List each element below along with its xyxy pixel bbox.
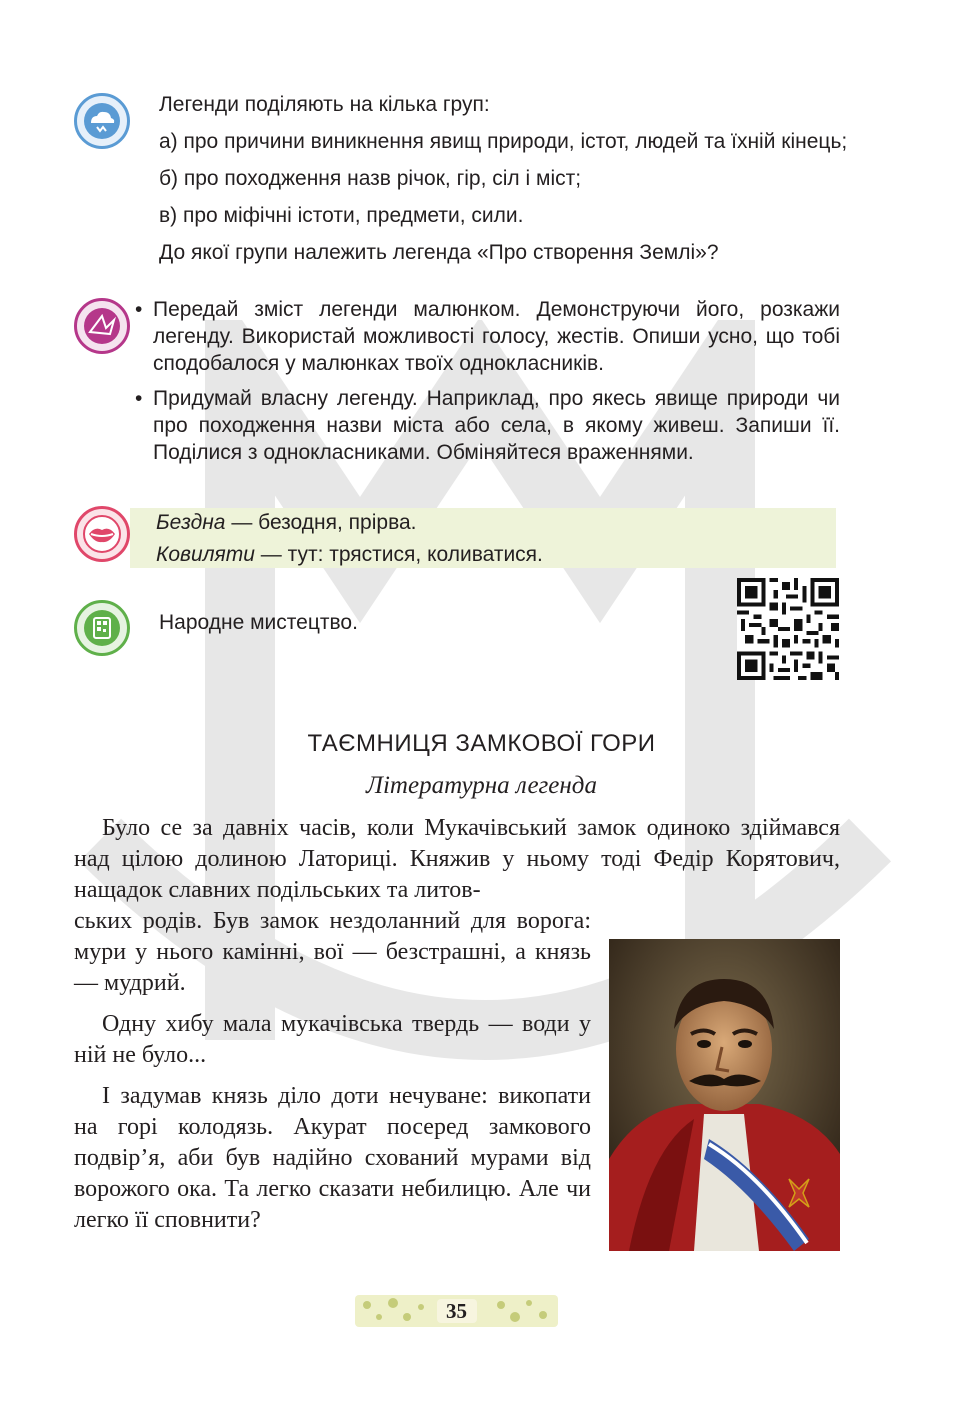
group-b: б) про походження назв річок, гір, сіл і міст; [159,167,582,190]
group-c: в) про міфічні істоти, предмети, сили. [159,204,524,227]
prince-portrait [609,939,840,1251]
glossary-entry [130,508,836,540]
cloud-head-icon [74,93,130,149]
media-label: Народне мистецтво. [159,611,358,634]
story-paragraph-cont: ських родів. Був замок нездоланний для ворога: мури у нього камінні, вої — безстрашні, а князь — мудрий. [74,908,591,996]
qr-phone-icon [74,600,130,656]
story-paragraph: Одну хибу мала мукачівська твердь — води у ній не було... [74,1011,591,1068]
lips-icon [74,506,130,562]
tasks-list [135,296,840,474]
glossary-definition: тут: трястися, коливатися. [287,543,543,566]
group-a: а) про причини виникнення явищ природи, істот, людей та їхній кінець; [159,130,848,153]
glossary [130,508,836,568]
story-paragraph-text: Було се за давніх часів, коли Мукачівський замок одиноко здіймався над цілою долиною Латориці. Княжив у ньому тоді Федір Корятович, нащадок славних подільських та литов- [74,815,840,903]
glossary-separator: — [254,543,288,566]
qr-code[interactable] [737,578,839,680]
glossary-separator: — [225,511,259,534]
bullet: • [135,298,143,321]
story-title: ТАЄМНИЦЯ ЗАМКОВОЇ ГОРИ [307,730,656,757]
page-number: 35 [446,1299,467,1323]
question-block [159,91,849,276]
glossary-definition: безодня, прірва. [258,511,417,534]
question-text: До якої групи належить легенда «Про створення Землі»? [159,241,719,264]
origami-bird-icon [74,298,130,354]
task-text: Передай зміст легенди малюнком. Демонструючи його, розкажи легенду. Використай можливості голосу, жестів. Опиши усно, що тобі сподобалося у малюнках твоїх однокласників. [153,298,840,375]
page-number-wrap [355,1293,558,1329]
story-paragraph [74,813,840,906]
story-paragraph: І задумав князь діло доти нечуване: викопати на горі колодязь. Акурат посеред замкового подвір’я, аби був надійно схований мурами від ворожого ока. Та легко сказати небилицю. Але чи легко її сповнити? [74,1083,591,1233]
task-text: Придумай власну легенду. Наприклад, про якесь явище природи чи про походження назви міста або села, в якому живеш. Запиши її. Поділися з однокласниками. Обміняйтеся враженнями. [153,387,840,464]
groups-intro: Легенди поділяють на кілька груп: [159,93,490,116]
list-item [135,385,840,466]
glossary-term: Бездна [156,511,226,534]
glossary-entry [130,540,836,572]
list-item [135,296,840,377]
bullet: • [135,387,143,410]
story-subtitle: Літературна легенда [366,772,597,799]
glossary-term: Ковиляти [156,543,255,566]
story-column [74,906,591,1246]
